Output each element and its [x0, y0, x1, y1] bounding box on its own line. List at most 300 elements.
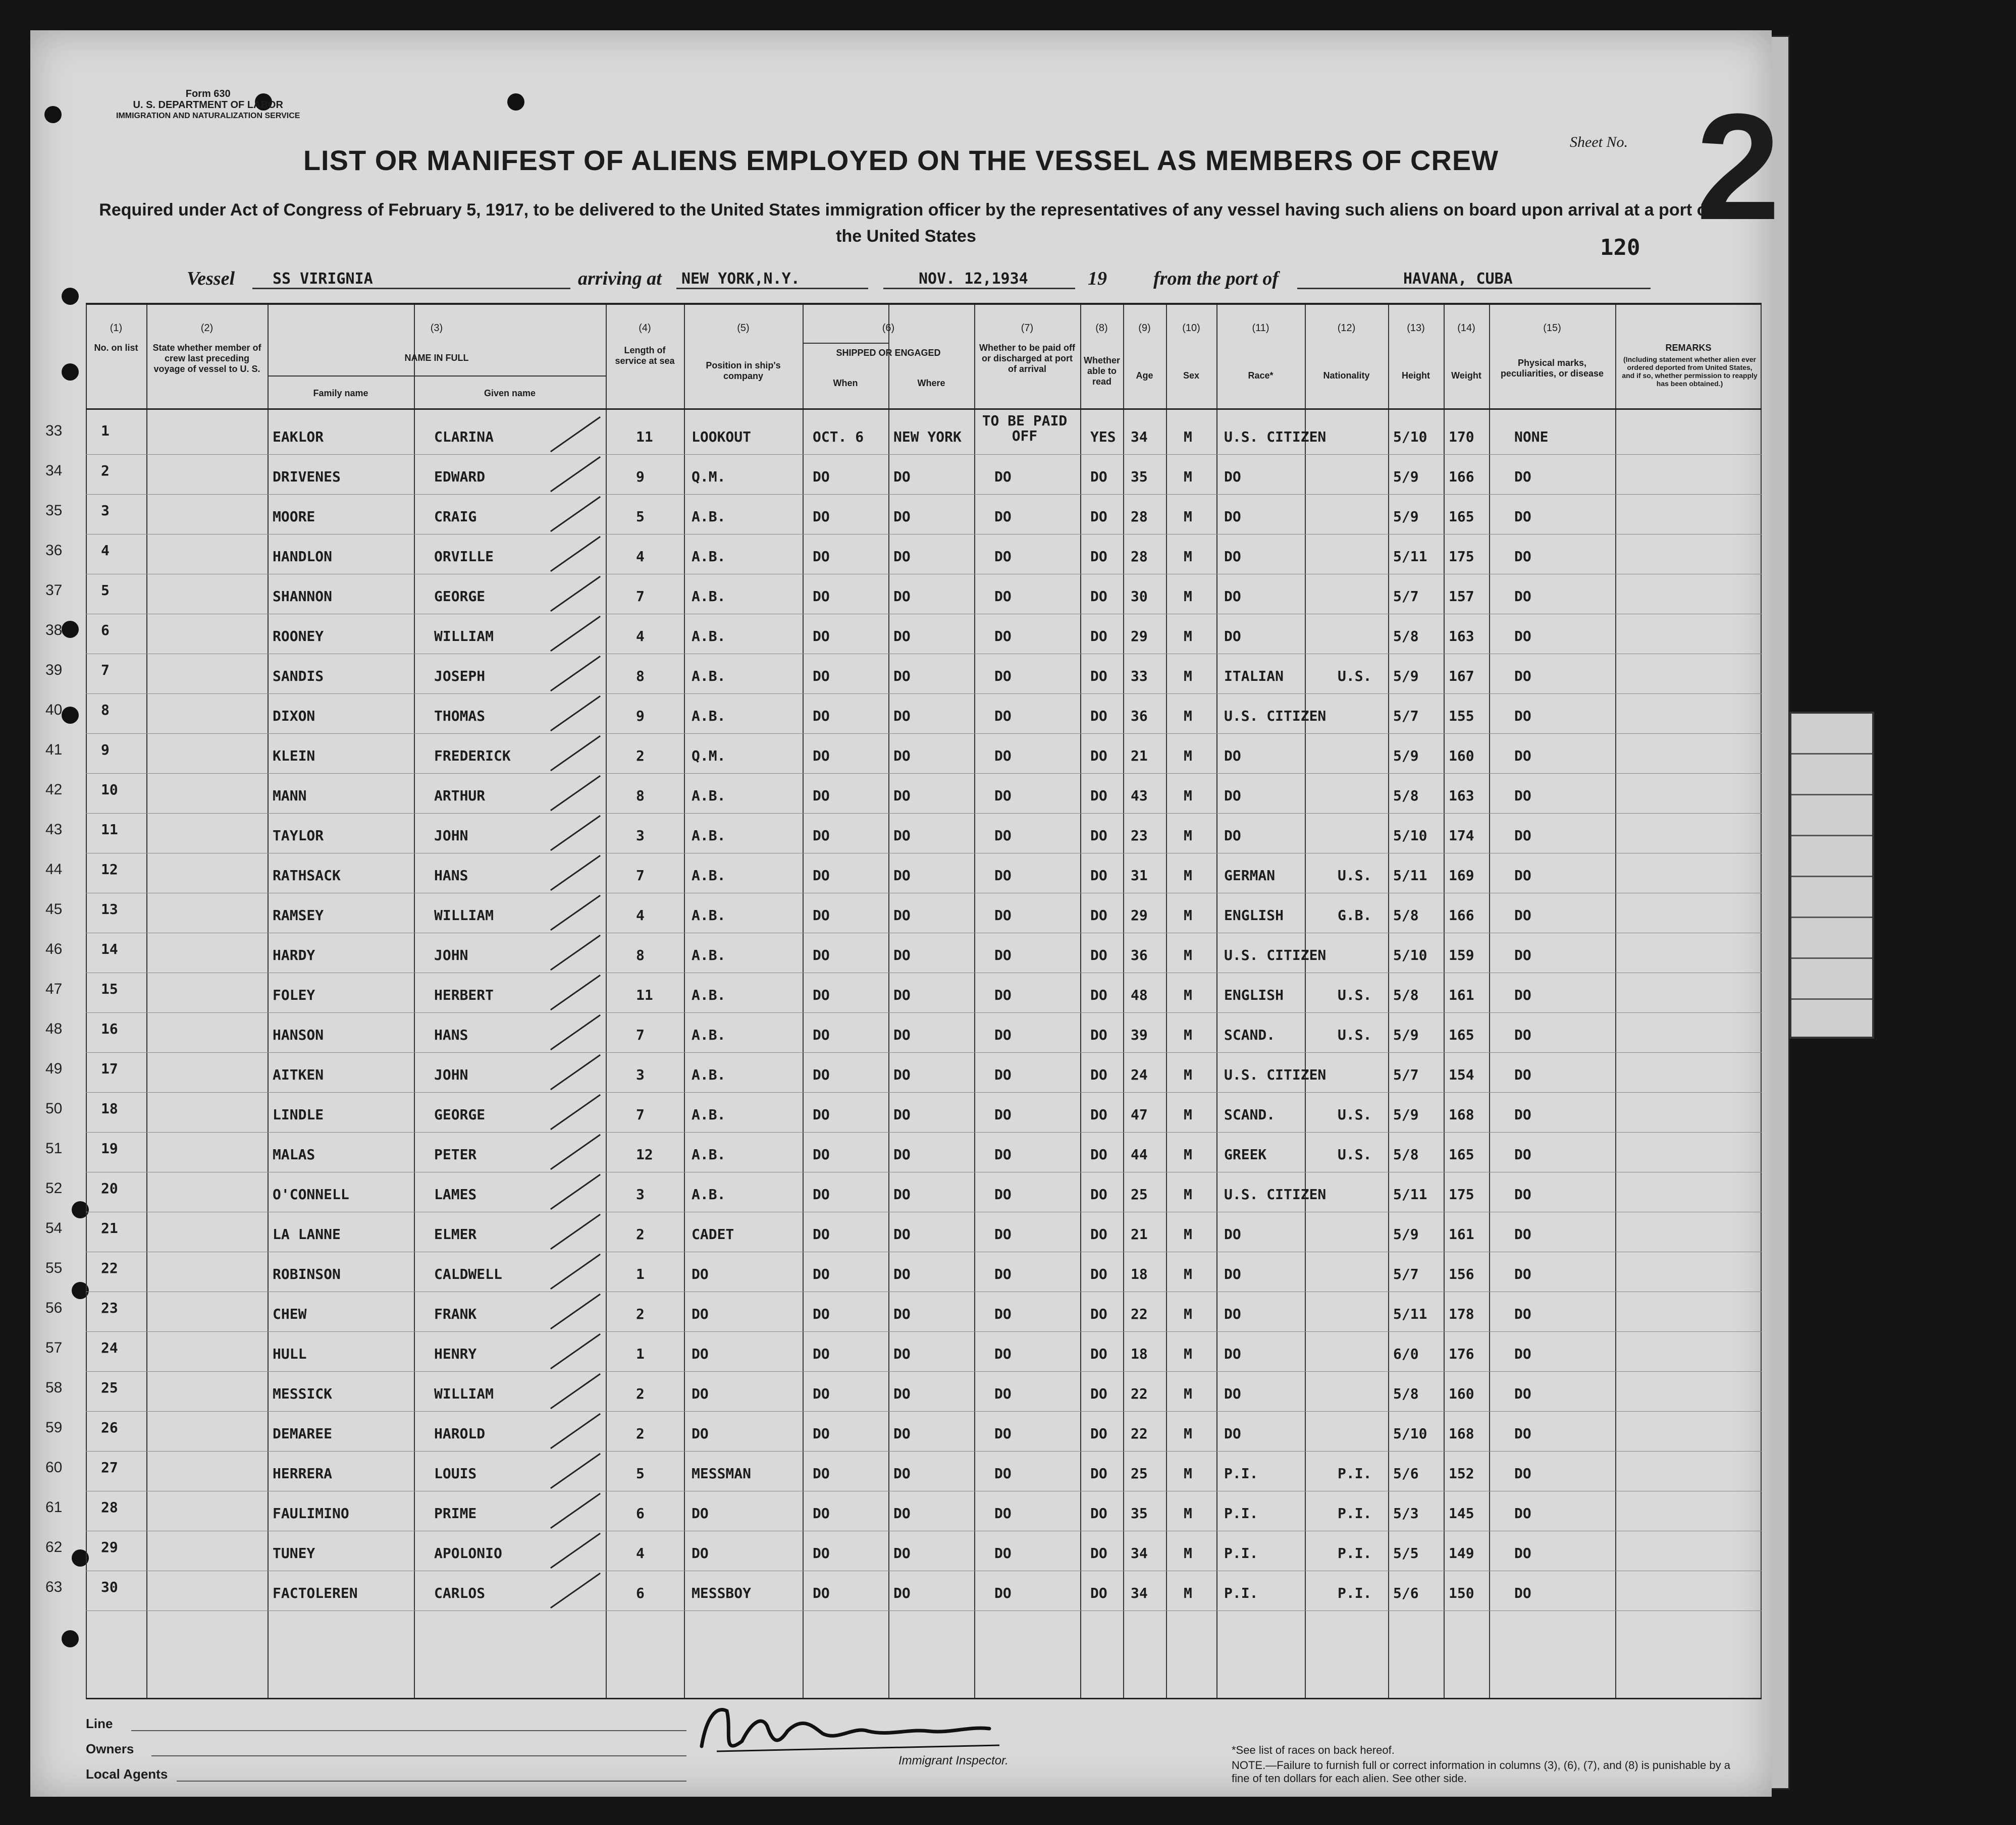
line-number: 50	[45, 1100, 63, 1117]
position: A.B.	[692, 907, 726, 924]
check-mark-icon	[550, 1533, 601, 1569]
shipped-when: DO	[813, 468, 830, 485]
able-to-read: DO	[1090, 747, 1107, 764]
shipped-where: DO	[893, 668, 911, 684]
nationality: U.S.	[1338, 867, 1372, 884]
shipped-when: DO	[813, 1346, 830, 1362]
position: DO	[692, 1306, 709, 1322]
header-name-in-full: NAME IN FULL	[404, 353, 469, 363]
physical-marks: DO	[1514, 867, 1531, 884]
given-name: HANS	[434, 867, 468, 884]
sex: M	[1184, 548, 1192, 565]
list-number: 3	[101, 502, 110, 519]
height: 5/7	[1393, 588, 1419, 605]
sex: M	[1184, 668, 1192, 684]
family-name: HANDLON	[273, 548, 333, 565]
weight: 178	[1449, 1306, 1474, 1322]
age: 18	[1131, 1346, 1148, 1362]
line-number: 42	[45, 781, 63, 798]
inspector-label: Immigrant Inspector.	[898, 1754, 1009, 1767]
physical-marks: DO	[1514, 1266, 1531, 1282]
page-subtitle: Required under Act of Congress of February 5, 1917, to be delivered to the United States immigration officer by the representatives of any vessel having such aliens on board upon arrival at a port of the United States	[99, 200, 1713, 246]
height: 5/5	[1393, 1545, 1419, 1562]
list-number: 15	[101, 981, 118, 997]
given-name: CALDWELL	[434, 1266, 502, 1282]
col-num-7: (7)	[1021, 323, 1034, 334]
sex: M	[1184, 787, 1192, 804]
length-of-service: 2	[636, 1425, 645, 1442]
sex: M	[1184, 1465, 1192, 1482]
height: 5/9	[1393, 747, 1419, 764]
length-of-service: 4	[636, 907, 645, 924]
length-of-service: 7	[636, 1106, 645, 1123]
length-of-service: 5	[636, 1465, 645, 1482]
line-number: 45	[45, 901, 63, 918]
given-name: PRIME	[434, 1505, 477, 1522]
family-name: RATHSACK	[273, 867, 341, 884]
shipped-where: DO	[893, 1226, 911, 1243]
paid-off: DO	[994, 1266, 1012, 1282]
length-of-service: 1	[636, 1266, 645, 1282]
paid-off: DO	[994, 827, 1012, 844]
given-name: JOHN	[434, 827, 468, 844]
race: U.S. CITIZEN	[1224, 708, 1327, 724]
sex: M	[1184, 468, 1192, 485]
paid-off: DO	[994, 1226, 1012, 1243]
given-name: LAMES	[434, 1186, 477, 1203]
physical-marks: DO	[1514, 1425, 1531, 1442]
position: A.B.	[692, 787, 726, 804]
arriving-port: NEW YORK,N.Y.	[681, 270, 800, 288]
paid-off: DO	[994, 947, 1012, 963]
paid-off: DO	[994, 668, 1012, 684]
length-of-service: 6	[636, 1585, 645, 1601]
given-name: JOHN	[434, 1066, 468, 1083]
check-mark-icon	[550, 536, 601, 572]
shipped-where: DO	[893, 1385, 911, 1402]
weight: 152	[1449, 1465, 1474, 1482]
length-of-service: 3	[636, 1186, 645, 1203]
list-number: 18	[101, 1100, 118, 1117]
given-name: WILLIAM	[434, 1385, 494, 1402]
age: 43	[1131, 787, 1148, 804]
race: DO	[1224, 787, 1241, 804]
line-number: 55	[45, 1260, 63, 1276]
age: 25	[1131, 1465, 1148, 1482]
col-num-10: (10)	[1182, 323, 1200, 334]
age: 36	[1131, 708, 1148, 724]
nationality: U.S.	[1338, 1146, 1372, 1163]
physical-marks: DO	[1514, 468, 1531, 485]
height: 5/6	[1393, 1585, 1419, 1601]
weight: 170	[1449, 428, 1474, 445]
age: 21	[1131, 747, 1148, 764]
sex: M	[1184, 1306, 1192, 1322]
physical-marks: DO	[1514, 508, 1531, 525]
height: 5/10	[1393, 827, 1427, 844]
header-remarks-note: (Including statement whether alien ever ordered deported from United States, and if so, whether permission to reapply has been obtained.)	[1622, 355, 1758, 388]
weight: 154	[1449, 1066, 1474, 1083]
physical-marks: DO	[1514, 1505, 1531, 1522]
weight: 176	[1449, 1346, 1474, 1362]
sex: M	[1184, 947, 1192, 963]
height: 5/6	[1393, 1465, 1419, 1482]
footer-agents-label: Local Agents	[86, 1766, 168, 1782]
punch-hole-icon	[62, 707, 79, 724]
race: DO	[1224, 1266, 1241, 1282]
col-num-11: (11)	[1252, 323, 1269, 334]
race: U.S. CITIZEN	[1224, 428, 1327, 445]
length-of-service: 2	[636, 747, 645, 764]
shipped-where: DO	[893, 508, 911, 525]
line-number: 61	[45, 1499, 63, 1516]
list-number: 20	[101, 1180, 118, 1197]
position: A.B.	[692, 548, 726, 565]
physical-marks: DO	[1514, 1066, 1531, 1083]
shipped-where: DO	[893, 747, 911, 764]
check-mark-icon	[550, 1054, 601, 1090]
physical-marks: DO	[1514, 1465, 1531, 1482]
race: GERMAN	[1224, 867, 1276, 884]
list-number: 28	[101, 1499, 118, 1516]
line-number: 58	[45, 1379, 63, 1396]
given-name: CRAIG	[434, 508, 477, 525]
age: 48	[1131, 987, 1148, 1003]
race: DO	[1224, 1226, 1241, 1243]
footnote-failure: NOTE.—Failure to furnish full or correct information in columns (3), (6), (7), and (8) is punishable by a fine of ten dollars for each alien. See other side.	[1232, 1759, 1730, 1785]
length-of-service: 7	[636, 867, 645, 884]
weight: 165	[1449, 508, 1474, 525]
paid-off: DO	[994, 1385, 1012, 1402]
race: DO	[1224, 508, 1241, 525]
punch-hole-icon	[62, 621, 79, 638]
shipped-where: DO	[893, 1465, 911, 1482]
line-number: 52	[45, 1180, 63, 1197]
nationality: U.S.	[1338, 1106, 1372, 1123]
paid-off: DO	[994, 867, 1012, 884]
physical-marks: DO	[1514, 1585, 1531, 1601]
given-name: ORVILLE	[434, 548, 494, 565]
family-name: EAKLOR	[273, 428, 324, 445]
paid-off: DO	[994, 588, 1012, 605]
header-nationality: Nationality	[1323, 370, 1370, 381]
age: 44	[1131, 1146, 1148, 1163]
paid-off: DO	[994, 787, 1012, 804]
able-to-read: DO	[1090, 827, 1107, 844]
check-mark-icon	[550, 1373, 601, 1409]
check-mark-icon	[550, 1333, 601, 1369]
weight: 155	[1449, 708, 1474, 724]
able-to-read: DO	[1090, 907, 1107, 924]
family-name: DEMAREE	[273, 1425, 333, 1442]
height: 5/7	[1393, 708, 1419, 724]
length-of-service: 6	[636, 1505, 645, 1522]
able-to-read: DO	[1090, 508, 1107, 525]
shipped-when: DO	[813, 708, 830, 724]
length-of-service: 9	[636, 708, 645, 724]
list-number: 22	[101, 1260, 118, 1276]
position: Q.M.	[692, 468, 726, 485]
shipped-where: DO	[893, 867, 911, 884]
check-mark-icon	[550, 815, 601, 851]
col-num-4: (4)	[639, 323, 651, 334]
from-port: HAVANA, CUBA	[1403, 270, 1513, 288]
sex: M	[1184, 907, 1192, 924]
check-mark-icon	[550, 1453, 601, 1489]
shipped-when: DO	[813, 987, 830, 1003]
physical-marks: DO	[1514, 1027, 1531, 1043]
list-number: 26	[101, 1419, 118, 1436]
position: A.B.	[692, 1027, 726, 1043]
weight: 160	[1449, 1385, 1474, 1402]
weight: 165	[1449, 1027, 1474, 1043]
position: A.B.	[692, 827, 726, 844]
shipped-where: DO	[893, 987, 911, 1003]
family-name: LINDLE	[273, 1106, 324, 1123]
header-height: Height	[1402, 370, 1430, 381]
reference-number: 120	[1600, 235, 1640, 260]
position: A.B.	[692, 1186, 726, 1203]
nationality: P.I.	[1338, 1505, 1372, 1522]
list-number: 1	[101, 422, 110, 439]
race: DO	[1224, 588, 1241, 605]
paid-off: DO	[994, 548, 1012, 565]
header-shipped: SHIPPED OR ENGAGED	[836, 348, 941, 358]
given-name: JOSEPH	[434, 668, 486, 684]
list-number: 9	[101, 741, 110, 758]
list-number: 25	[101, 1379, 118, 1396]
shipped-when: DO	[813, 628, 830, 645]
age: 29	[1131, 628, 1148, 645]
age: 35	[1131, 468, 1148, 485]
given-name: PETER	[434, 1146, 477, 1163]
check-mark-icon	[550, 1174, 601, 1210]
line-number: 62	[45, 1539, 63, 1555]
able-to-read: DO	[1090, 1106, 1107, 1123]
position: A.B.	[692, 1146, 726, 1163]
line-number: 34	[45, 462, 63, 479]
length-of-service: 3	[636, 1066, 645, 1083]
line-number: 48	[45, 1021, 63, 1037]
header-weight: Weight	[1451, 370, 1481, 381]
family-name: SHANNON	[273, 588, 333, 605]
paid-off: DO	[994, 1465, 1012, 1482]
shipped-where: DO	[893, 1266, 911, 1282]
shipped-where: DO	[893, 1186, 911, 1203]
list-number: 6	[101, 622, 110, 638]
arriving-label: arriving at	[578, 268, 662, 289]
able-to-read: DO	[1090, 1146, 1107, 1163]
able-to-read: DO	[1090, 548, 1107, 565]
position: A.B.	[692, 1066, 726, 1083]
given-name: CLARINA	[434, 428, 494, 445]
paid-off: DO	[994, 468, 1012, 485]
position: A.B.	[692, 1106, 726, 1123]
shipped-where: DO	[893, 1585, 911, 1601]
header-race: Race*	[1248, 370, 1274, 381]
line-number: 57	[45, 1339, 63, 1356]
able-to-read: DO	[1090, 947, 1107, 963]
family-name: AITKEN	[273, 1066, 324, 1083]
shipped-when: DO	[813, 1505, 830, 1522]
given-name: THOMAS	[434, 708, 486, 724]
col-num-1: (1)	[110, 323, 123, 334]
age: 21	[1131, 1226, 1148, 1243]
position: DO	[692, 1425, 709, 1442]
given-name: JOHN	[434, 947, 468, 963]
age: 18	[1131, 1266, 1148, 1282]
paid-off: DO	[994, 1306, 1012, 1322]
age: 22	[1131, 1425, 1148, 1442]
check-mark-icon	[550, 1134, 601, 1170]
position: DO	[692, 1266, 709, 1282]
header-physical-marks: Physical marks, peculiarities, or disease	[1500, 358, 1604, 379]
given-name: FRANK	[434, 1306, 477, 1322]
shipped-where: DO	[893, 548, 911, 565]
punch-hole-icon	[62, 363, 79, 381]
height: 5/11	[1393, 1306, 1427, 1322]
line-number: 43	[45, 821, 63, 838]
physical-marks: DO	[1514, 1306, 1531, 1322]
paid-off: DO	[994, 1545, 1012, 1562]
line-number: 40	[45, 702, 63, 718]
height: 5/11	[1393, 1186, 1427, 1203]
race: U.S. CITIZEN	[1224, 947, 1327, 963]
given-name: GEORGE	[434, 1106, 486, 1123]
physical-marks: DO	[1514, 747, 1531, 764]
arrival-date: NOV. 12,1934	[919, 270, 1028, 288]
length-of-service: 4	[636, 628, 645, 645]
position: A.B.	[692, 628, 726, 645]
manifest-page	[30, 30, 1780, 1797]
physical-marks: DO	[1514, 1385, 1531, 1402]
race: DO	[1224, 1425, 1241, 1442]
col-num-9: (9)	[1138, 323, 1151, 334]
check-mark-icon	[550, 1094, 601, 1130]
position: A.B.	[692, 867, 726, 884]
list-number: 29	[101, 1539, 118, 1555]
line-number: 38	[45, 622, 63, 638]
length-of-service: 7	[636, 1027, 645, 1043]
col-num-12: (12)	[1337, 323, 1356, 334]
weight: 157	[1449, 588, 1474, 605]
physical-marks: DO	[1514, 588, 1531, 605]
check-mark-icon	[550, 1214, 601, 1250]
nationality: P.I.	[1338, 1465, 1372, 1482]
shipped-where: NEW YORK	[893, 428, 962, 445]
physical-marks: DO	[1514, 1106, 1531, 1123]
race: DO	[1224, 628, 1241, 645]
nationality: P.I.	[1338, 1585, 1372, 1601]
sex: M	[1184, 1106, 1192, 1123]
weight: 174	[1449, 827, 1474, 844]
given-name: HERBERT	[434, 987, 494, 1003]
service-name: IMMIGRATION AND NATURALIZATION SERVICE	[116, 112, 300, 120]
shipped-when: DO	[813, 1465, 830, 1482]
list-number: 10	[101, 781, 118, 798]
physical-marks: DO	[1514, 668, 1531, 684]
position: A.B.	[692, 668, 726, 684]
race: DO	[1224, 827, 1241, 844]
family-name: MOORE	[273, 508, 315, 525]
length-of-service: 5	[636, 508, 645, 525]
height: 5/8	[1393, 1146, 1419, 1163]
family-name: TAYLOR	[273, 827, 324, 844]
shipped-where: DO	[893, 907, 911, 924]
shipped-where: DO	[893, 1346, 911, 1362]
physical-marks: DO	[1514, 548, 1531, 565]
paid-off: DO	[994, 987, 1012, 1003]
col-num-15: (15)	[1543, 323, 1561, 334]
able-to-read: YES	[1090, 428, 1116, 445]
line-number: 36	[45, 542, 63, 559]
shipped-when: DO	[813, 1146, 830, 1163]
weight: 149	[1449, 1545, 1474, 1562]
length-of-service: 2	[636, 1226, 645, 1243]
family-name: RAMSEY	[273, 907, 324, 924]
race: P.I.	[1224, 1585, 1258, 1601]
sex: M	[1184, 1346, 1192, 1362]
paid-off: DO	[994, 708, 1012, 724]
col-num-6: (6)	[882, 323, 895, 334]
height: 5/11	[1393, 548, 1427, 565]
sex: M	[1184, 1027, 1192, 1043]
given-name: LOUIS	[434, 1465, 477, 1482]
race: ITALIAN	[1224, 668, 1284, 684]
position: Q.M.	[692, 747, 726, 764]
shipped-when: DO	[813, 867, 830, 884]
header-no-on-list: No. on list	[94, 343, 138, 353]
list-number: 21	[101, 1220, 118, 1237]
able-to-read: DO	[1090, 1346, 1107, 1362]
shipped-where: DO	[893, 1066, 911, 1083]
length-of-service: 8	[636, 787, 645, 804]
family-name: TUNEY	[273, 1545, 315, 1562]
weight: 161	[1449, 1226, 1474, 1243]
able-to-read: DO	[1090, 1306, 1107, 1322]
height: 5/11	[1393, 867, 1427, 884]
shipped-when: DO	[813, 1385, 830, 1402]
physical-marks: NONE	[1514, 428, 1549, 445]
shipped-where: DO	[893, 628, 911, 645]
line-number: 51	[45, 1140, 63, 1157]
line-number: 47	[45, 981, 63, 997]
nationality: U.S.	[1338, 987, 1372, 1003]
paid-off: DO	[994, 1585, 1012, 1601]
able-to-read: DO	[1090, 1266, 1107, 1282]
race: U.S. CITIZEN	[1224, 1066, 1327, 1083]
paid-off: DO	[994, 747, 1012, 764]
height: 5/10	[1393, 947, 1427, 963]
weight: 169	[1449, 867, 1474, 884]
footer-line-label: Line	[86, 1716, 113, 1731]
length-of-service: 1	[636, 1346, 645, 1362]
form-identifier	[116, 88, 300, 122]
nationality: P.I.	[1338, 1545, 1372, 1562]
position: A.B.	[692, 588, 726, 605]
paid-off: DO	[994, 1027, 1012, 1043]
sheet-number: 2	[1696, 82, 1780, 251]
position: MESSMAN	[692, 1465, 752, 1482]
weight: 166	[1449, 907, 1474, 924]
family-name: HANSON	[273, 1027, 324, 1043]
family-name: HARDY	[273, 947, 315, 963]
punch-hole-icon	[62, 288, 79, 305]
shipped-when: DO	[813, 1066, 830, 1083]
list-number: 4	[101, 542, 110, 559]
sex: M	[1184, 1385, 1192, 1402]
able-to-read: DO	[1090, 1385, 1107, 1402]
